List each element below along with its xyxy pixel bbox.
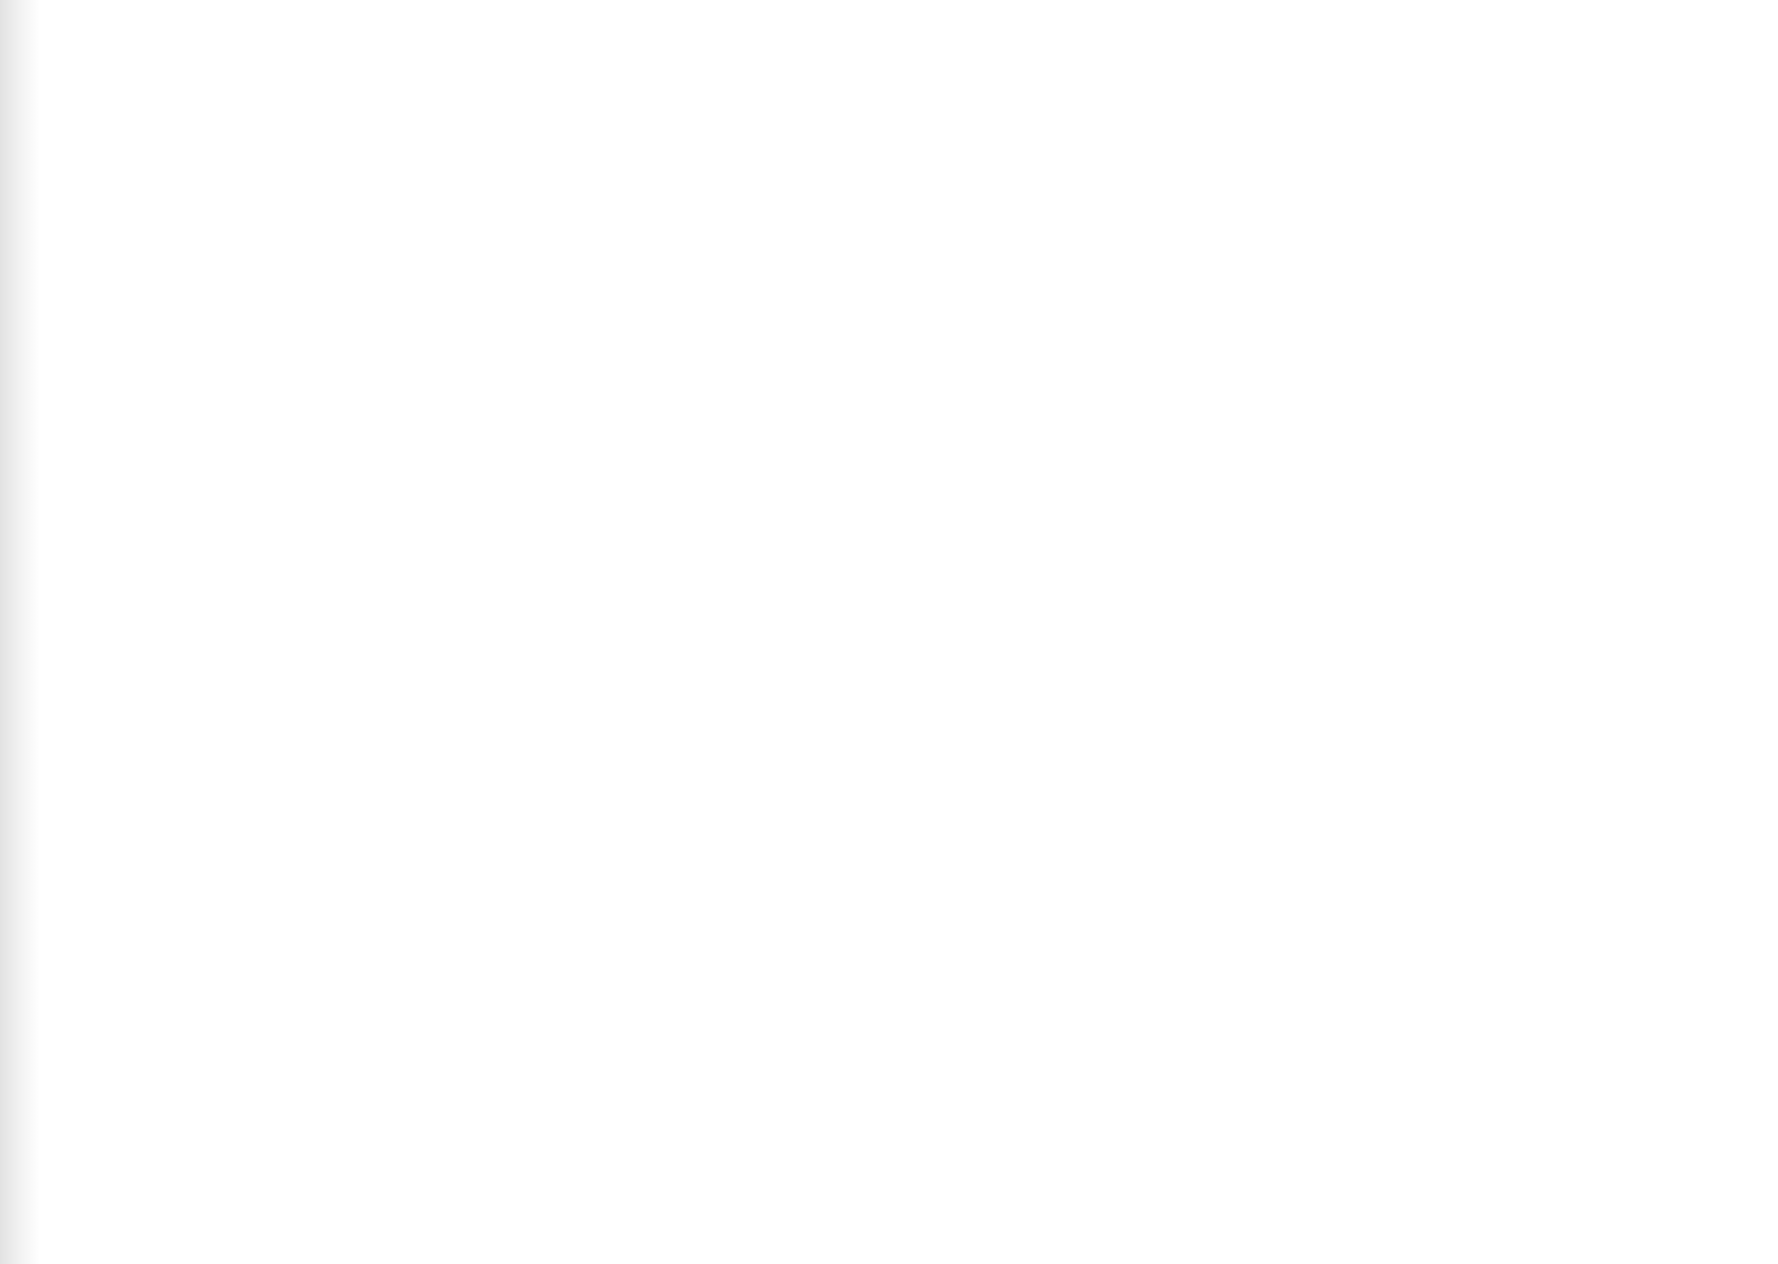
page-edge-shadow <box>0 0 40 1264</box>
left-page <box>0 0 880 1264</box>
text-line <box>154 117 831 142</box>
